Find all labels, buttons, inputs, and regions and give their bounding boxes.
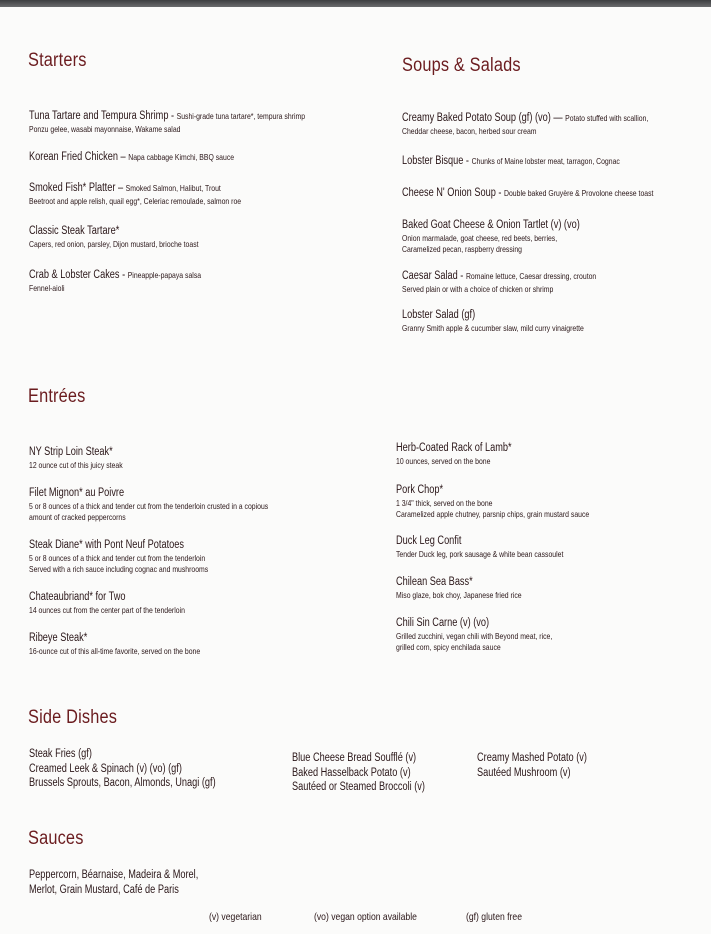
menu-item <box>402 151 620 169</box>
item-name: Herb-Coated Rack of Lamb* <box>396 442 512 454</box>
item-detail: Capers, red onion, parsley, Dijon mustard, brioche toast <box>29 239 199 249</box>
item-separator: - <box>495 187 505 199</box>
item-name: Duck Leg Confit <box>396 535 462 547</box>
side-dishes-heading: Side Dishes <box>28 707 118 728</box>
menu-item <box>29 483 268 523</box>
side-dishes-column-3 <box>477 751 587 780</box>
item-detail: Fennel-aioli <box>29 283 65 293</box>
item-name: Classic Steak Tartare* <box>29 225 120 237</box>
item-description: Sushi-grade tuna tartare*, tempura shrimp <box>176 111 306 121</box>
item-description: Napa cabbage Kimchi, BBQ sauce <box>128 152 235 162</box>
legend-vegetarian: (v) vegetarian <box>209 911 262 923</box>
item-detail: Served with a rich sauce including cognac and mushrooms <box>29 564 209 574</box>
item-detail: Served plain or with a choice of chicken or shrimp <box>402 284 554 294</box>
entrees-heading: Entrées <box>28 386 86 407</box>
item-description: Romaine lettuce, Caesar dressing, crouton <box>465 271 597 281</box>
side-dish: Steak Fries (gf) <box>29 748 92 760</box>
sauces-heading: Sauces <box>28 828 84 849</box>
item-detail: Tender Duck leg, pork sausage & white bean cassoulet <box>396 549 564 559</box>
item-detail: Cheddar cheese, bacon, herbed sour cream <box>402 126 537 136</box>
item-detail: Caramelized pecan, raspberry dressing <box>402 244 522 254</box>
item-name: Ribeye Steak* <box>29 632 88 644</box>
item-detail: 14 ounces cut from the center part of the tenderloin <box>29 605 185 615</box>
side-dish: Sautéed Mushroom (v) <box>477 766 571 779</box>
item-detail: Miso glaze, bok choy, Japanese fried rice <box>396 590 522 600</box>
menu-item <box>29 442 123 471</box>
item-detail: Caramelized apple chutney, parsnip chips, grain mustard sauce <box>396 509 590 519</box>
side-dish: Brussels Sprouts, Bacon, Almonds, Unagi (gf) <box>29 777 216 789</box>
item-name: Creamy Baked Potato Soup (gf) (vo) <box>402 112 551 124</box>
item-detail: Ponzu gelee, wasabi mayonnaise, Wakame salad <box>29 124 181 134</box>
item-name: Chateaubriand* for Two <box>29 591 126 603</box>
item-separator: - <box>457 270 466 282</box>
side-dish: Baked Hasselback Potato (v) <box>292 766 411 779</box>
item-name: Lobster Bisque <box>402 155 464 167</box>
top-edge <box>0 0 711 7</box>
sauces-line: Peppercorn, Béarnaise, Madeira & Morel, <box>29 869 199 881</box>
starters-heading: Starters <box>28 50 87 71</box>
sauces-list <box>29 868 198 897</box>
menu-item <box>402 266 596 295</box>
item-detail: 5 or 8 ounces of a thick and tender cut from the tenderloin <box>29 553 206 563</box>
item-name: Smoked Fish* Platter <box>29 182 116 194</box>
menu-item <box>29 535 208 575</box>
side-dish: Creamed Leek & Spinach (v) (vo) (gf) <box>29 762 182 775</box>
item-name: Chili Sin Carne (v) (vo) <box>396 617 490 629</box>
item-description: Pineapple-papaya salsa <box>127 270 202 280</box>
item-detail: Granny Smith apple & cucumber slaw, mild curry vinaigrette <box>402 323 584 333</box>
menu-item <box>396 438 512 467</box>
item-detail: Grilled zucchini, vegan chili with Beyond meat, rice, <box>396 631 553 641</box>
side-dishes-column-1 <box>29 747 216 791</box>
item-name: Tuna Tartare and Tempura Shrimp <box>29 110 169 122</box>
side-dishes-column-2 <box>292 751 425 795</box>
item-separator: - <box>119 269 128 281</box>
item-name: Caesar Salad <box>402 270 458 282</box>
side-dish: Creamy Mashed Potato (v) <box>477 752 587 764</box>
item-separator: - <box>463 155 472 167</box>
legend-gluten-free: (gf) gluten free <box>466 911 523 923</box>
item-separator: - <box>168 110 177 122</box>
item-name: Pork Chop* <box>396 484 444 496</box>
item-name: Steak Diane* with Pont Neuf Potatoes <box>29 539 184 551</box>
side-dish: Blue Cheese Bread Soufflé (v) <box>292 752 417 764</box>
item-detail: Onion marmalade, goat cheese, red beets, berries, <box>402 233 558 243</box>
item-description: Smoked Salmon, Halibut, Trout <box>125 183 221 193</box>
legend-vegan-option: (vo) vegan option available <box>314 911 417 923</box>
menu-item <box>402 215 580 255</box>
item-name: Cheese N' Onion Soup <box>402 187 496 199</box>
menu-item <box>396 572 522 601</box>
item-description: Chunks of Maine lobster meat, tarragon, Cognac <box>471 156 620 166</box>
item-name: Baked Goat Cheese & Onion Tartlet (v) (vo) <box>402 219 580 231</box>
item-description: Double baked Gruyère & Provolone cheese toast <box>504 188 654 198</box>
item-name: Chilean Sea Bass* <box>396 576 473 588</box>
menu-item <box>402 108 648 137</box>
item-description: Potato stuffed with scallion, <box>565 113 649 123</box>
item-name: Crab & Lobster Cakes <box>29 269 120 281</box>
menu-item <box>29 221 199 250</box>
menu-item <box>29 628 200 657</box>
item-name: Korean Fried Chicken <box>29 151 118 163</box>
item-detail: amount of cracked peppercorns <box>29 512 126 522</box>
item-name: Lobster Salad (gf) <box>402 309 476 321</box>
menu-item <box>402 305 584 334</box>
menu-item <box>402 183 653 201</box>
item-detail: 12 ounce cut of this juicy steak <box>29 460 123 470</box>
menu-item <box>29 106 305 135</box>
sauces-line: Merlot, Grain Mustard, Café de Paris <box>29 883 179 896</box>
menu-item <box>396 531 563 560</box>
item-detail: 1 3/4" thick, served on the bone <box>396 498 493 508</box>
menu-item <box>29 147 234 165</box>
menu-item <box>29 587 185 616</box>
item-separator: — <box>550 112 566 124</box>
item-detail: 16-ounce cut of this all-time favorite, served on the bone <box>29 646 201 656</box>
item-separator: – <box>117 151 129 163</box>
soups-salads-heading: Soups & Salads <box>402 55 521 76</box>
item-detail: grilled corn, spicy enchilada sauce <box>396 642 501 652</box>
item-separator: – <box>115 182 126 194</box>
item-name: NY Strip Loin Steak* <box>29 446 113 458</box>
menu-item <box>29 178 241 207</box>
menu-item <box>29 265 201 294</box>
menu-item <box>396 480 589 520</box>
menu-item <box>396 613 552 653</box>
item-detail: 5 or 8 ounces of a thick and tender cut from the tenderloin crusted in a copious <box>29 501 269 511</box>
item-name: Filet Mignon* au Poivre <box>29 487 125 499</box>
side-dish: Sautéed or Steamed Broccoli (v) <box>292 781 425 793</box>
item-detail: 10 ounces, served on the bone <box>396 456 491 466</box>
item-detail: Beetroot and apple relish, quail egg*, Celeriac remoulade, salmon roe <box>29 196 242 206</box>
